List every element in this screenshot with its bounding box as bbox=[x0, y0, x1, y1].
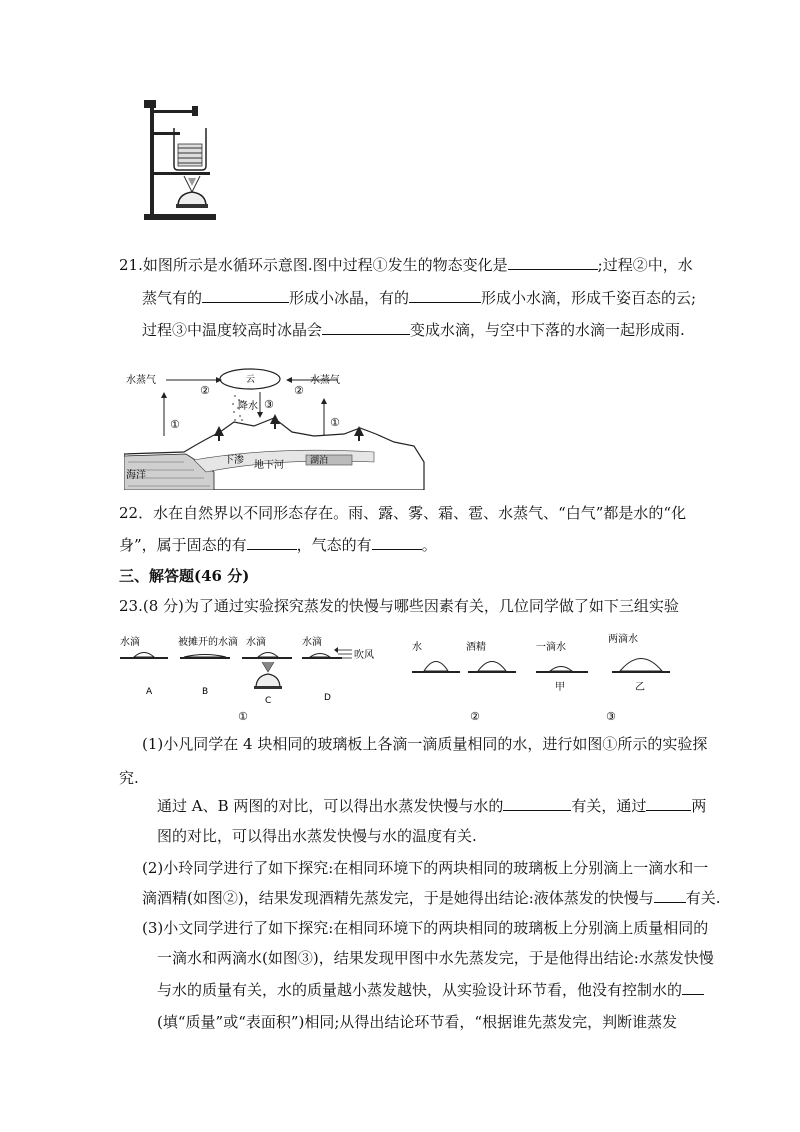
q23-text-1a: 通过 A、B 两图的对比，可以得出水蒸发快慢与水的 bbox=[157, 797, 504, 815]
exp-group-3-number: ③ bbox=[606, 710, 616, 723]
q23-text-1c: 两 bbox=[691, 797, 707, 815]
process-3-label: ③ bbox=[264, 398, 274, 411]
q23-p2-line-1: (2)小玲同学进行了如下探究:在相同环境下的两块相同的玻璃板上分别滴上一滴水和一 bbox=[142, 859, 709, 877]
q22-blank-gas[interactable] bbox=[372, 535, 422, 550]
exp-alcohol-label: 酒精 bbox=[466, 642, 486, 653]
exp-c-label: C bbox=[265, 696, 272, 706]
q21-line-1 bbox=[119, 255, 693, 275]
q21-line-2 bbox=[142, 288, 696, 308]
rain-label: 降水 bbox=[238, 401, 258, 412]
q23-p1-line-4: 图的对比，可以得出水蒸发快慢与水的温度有关. bbox=[157, 827, 477, 845]
q21-line-3 bbox=[142, 320, 685, 340]
q21-text-2a: 蒸气有的 bbox=[142, 289, 203, 307]
exp-two-drops-label: 两滴水 bbox=[608, 634, 638, 645]
q23-intro: 23.(8 分)为了通过实验探究蒸发的快慢与哪些因素有关，几位同学做了如下三组实验 bbox=[119, 597, 679, 615]
exp-b-label: B bbox=[202, 687, 209, 697]
q21-blank-3[interactable] bbox=[409, 288, 481, 303]
process-2-right: ② bbox=[294, 384, 304, 397]
exp-one-drop-label: 一滴水 bbox=[536, 642, 566, 653]
exp-group-3 bbox=[536, 632, 670, 723]
exp-d-label: D bbox=[324, 693, 331, 703]
exp-group-1 bbox=[120, 635, 374, 723]
q23-blank-3[interactable] bbox=[654, 888, 686, 903]
exp-a-top: 水滴 bbox=[120, 637, 140, 648]
q23-p1-line-1: (1)小凡同学在 4 块相同的玻璃板上各滴一滴质量相同的水，进行如图①所示的实验探 bbox=[142, 735, 708, 753]
exp-group-2-number: ② bbox=[470, 710, 480, 723]
q21-blank-4[interactable] bbox=[322, 320, 410, 335]
q23-p3-line-3 bbox=[157, 980, 704, 1000]
q23-blank-2[interactable] bbox=[646, 796, 691, 811]
q21-text-1a: 21.如图所示是水循环示意图.图中过程①发生的物态变化是 bbox=[119, 256, 508, 274]
exp-wind-label: 吹风 bbox=[354, 650, 374, 661]
exp-yi-label: 乙 bbox=[635, 682, 645, 693]
q23-p2-line-2 bbox=[142, 888, 721, 908]
q22-text-2b: ，气态的有 bbox=[296, 536, 372, 554]
q22-text-2c: 。 bbox=[421, 536, 437, 554]
q23-p3-line-2: 一滴水和两滴水(如图③)，结果发现甲图中水先蒸发完，于是他得出结论:水蒸发快慢 bbox=[157, 949, 714, 967]
q21-text-2c: 形成小水滴，形成千姿百态的云; bbox=[481, 289, 697, 307]
q22-line-1: 22．水在自然界以不同形态存在。雨、露、雾、霜、雹、水蒸气、“白气”都是水的“化 bbox=[119, 504, 687, 522]
cloud-label: 云 bbox=[246, 375, 256, 385]
q23-p3-line-1: (3)小文同学进行了如下探究:在相同环境下的两块相同的玻璃板上分别滴上质量相同的 bbox=[142, 919, 709, 937]
q23-text-3a: 与水的质量有关，水的质量越小蒸发越快，从实验设计环节看，他没有控制水的 bbox=[157, 981, 683, 999]
process-2-left: ② bbox=[200, 384, 210, 397]
exp-group-1-number: ① bbox=[238, 710, 248, 723]
heating-apparatus-figure bbox=[140, 98, 220, 224]
exp-water-label: 水 bbox=[412, 642, 422, 653]
q21-blank-2[interactable] bbox=[202, 288, 289, 303]
q21-text-3a: 过程③中温度较高时冰晶会 bbox=[142, 321, 323, 339]
exp-jia-label: 甲 bbox=[555, 682, 565, 693]
q22-text-2a: 身”，属于固态的有 bbox=[119, 536, 247, 554]
process-1-right: ① bbox=[330, 416, 340, 429]
vapor-right-label: 水蒸气 bbox=[310, 375, 340, 386]
q23-p3-line-4: (填“质量”或“表面积”)相同;从得出结论环节看，“根据谁先蒸发完，判断谁蒸发 bbox=[157, 1013, 678, 1031]
q23-blank-1[interactable] bbox=[503, 796, 571, 811]
vapor-left-label: 水蒸气 bbox=[126, 375, 156, 386]
water-cycle-figure bbox=[124, 362, 484, 490]
q21-text-3b: 变成水滴，与空中下落的水滴一起形成雨. bbox=[410, 321, 685, 339]
section-3-title: 三、解答题(46 分) bbox=[119, 567, 250, 585]
q21-blank-1[interactable] bbox=[508, 255, 598, 270]
exp-a-label: A bbox=[146, 687, 153, 697]
process-1-left: ① bbox=[170, 418, 180, 431]
q22-blank-solid[interactable] bbox=[247, 535, 297, 550]
q23-p1-line-2: 究. bbox=[119, 769, 139, 787]
q23-text-1b: 有关，通过 bbox=[571, 797, 647, 815]
q21-text-1b: ;过程②中，水 bbox=[597, 256, 693, 274]
q23-p1-line-3 bbox=[157, 796, 706, 816]
exp-c-top: 水滴 bbox=[246, 637, 266, 648]
exp-group-2 bbox=[412, 640, 516, 723]
lake-label: 湖泊 bbox=[310, 456, 329, 466]
underground-river-label: 地下河 bbox=[254, 460, 284, 471]
infiltrate-label: 下渗 bbox=[224, 455, 244, 466]
exp-b-top: 被摊开的水滴 bbox=[178, 637, 238, 648]
q23-text-2b: 有关. bbox=[685, 889, 721, 907]
evaporation-experiments-figure bbox=[118, 628, 690, 724]
ocean-label: 海洋 bbox=[126, 470, 146, 481]
exp-d-top: 水滴 bbox=[302, 637, 322, 648]
q22-line-2 bbox=[119, 535, 437, 555]
q23-blank-4[interactable] bbox=[682, 980, 704, 995]
q21-text-2b: 形成小冰晶，有的 bbox=[289, 289, 410, 307]
q23-text-2a: 滴酒精(如图②)，结果发现酒精先蒸发完，于是她得出结论:液体蒸发的快慢与 bbox=[142, 889, 654, 907]
